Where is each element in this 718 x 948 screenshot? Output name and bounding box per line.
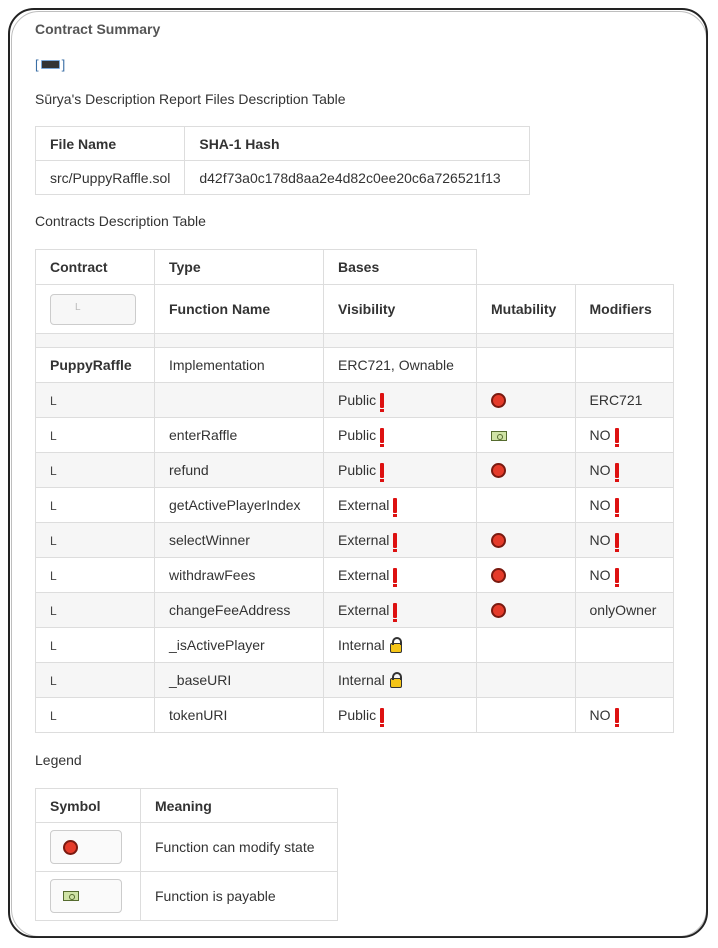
table-row [36,872,338,921]
badge-link[interactable] [35,57,65,72]
corner-mark: L [50,604,57,618]
header-box [50,294,136,325]
mutability-cell [477,558,576,593]
contract-name: PuppyRaffle [36,348,155,383]
spacer-cell [477,334,576,348]
mutability-cell [477,418,576,453]
modifier-text: NO [589,706,611,723]
visibility-cell [324,453,477,488]
exclamation-icon [380,463,384,478]
corner-mark: L [50,639,57,653]
function-name: withdrawFees [169,567,256,583]
legend-symbol-box [50,830,122,864]
visibility-text: Public [338,706,377,723]
modifiers-cell [575,488,673,523]
corner-mark: L [50,394,57,408]
legend-meaning: Function is payable [141,872,338,921]
corner-cell [36,558,155,593]
header-box-label: L [75,301,81,313]
function-name: selectWinner [169,532,250,548]
modifiers-cell [575,558,673,593]
col-file-name: File Name [36,127,185,161]
visibility-cell [324,418,477,453]
function-name: _isActivePlayer [169,637,265,653]
table-row [36,523,674,558]
spacer-cell [155,334,324,348]
corner-cell [36,488,155,523]
mutability-cell [477,663,576,698]
modifier-text: ERC721 [589,392,643,408]
legend-table [35,788,338,921]
function-name: tokenURI [169,707,228,723]
visibility-cell [324,698,477,733]
exclamation-icon [615,533,619,548]
lock-icon [390,678,402,688]
contract-type: Implementation [155,348,324,383]
function-name: enterRaffle [169,427,238,443]
header-box-cell [36,285,155,334]
function-name: refund [169,462,209,478]
exclamation-icon [393,533,397,548]
function-name-cell [155,523,324,558]
intro-text: Sūrya's Description Report Files Description Table [35,91,346,107]
state-icon [491,393,506,408]
col-contract: Contract [36,250,155,285]
table-row [36,823,338,872]
spacer-cell [36,334,155,348]
visibility-cell [324,593,477,628]
visibility-cell [324,628,477,663]
function-name-cell [155,558,324,593]
page-title: Contract Summary [35,21,161,37]
modifiers-cell [575,418,673,453]
spacer-cell [575,334,673,348]
mutability-cell [477,383,576,418]
lock-icon [390,643,402,653]
legend-symbol-cell [36,823,141,872]
file-hash-cell: d42f73a0c178d8aa2e4d82c0ee20c6a726521f13 [185,161,530,195]
modifiers-cell [575,593,673,628]
modifiers-cell [575,383,673,418]
visibility-text: External [338,496,390,513]
visibility-text: External [338,531,390,548]
modifier-text: NO [589,566,611,583]
exclamation-icon [615,568,619,583]
corner-mark: L [50,674,57,688]
visibility-text: External [338,601,390,618]
modifiers-cell [575,698,673,733]
function-name-cell [155,593,324,628]
badge-open: [ [35,57,39,72]
exclamation-icon [380,393,384,408]
function-name-cell [155,698,324,733]
legend-heading: Legend [35,752,82,768]
corner-cell [36,628,155,663]
modifiers-cell [575,453,673,488]
state-icon [491,463,506,478]
payable-icon [491,431,507,441]
state-icon [491,603,506,618]
table-row [36,628,674,663]
visibility-cell [324,488,477,523]
spacer-cell [324,334,477,348]
table-row [36,488,674,523]
col-function-name: Function Name [155,285,324,334]
col-symbol: Symbol [36,789,141,823]
corner-cell [36,663,155,698]
col-bases: Bases [324,250,477,285]
legend-meaning: Function can modify state [141,823,338,872]
files-header-row [36,127,530,161]
legend-symbol-cell [36,872,141,921]
legend-symbol-box [50,879,122,913]
mutability-cell [477,488,576,523]
visibility-text: Public [338,461,377,478]
corner-cell [36,418,155,453]
col-visibility: Visibility [324,285,477,334]
functions-header-row [36,285,674,334]
col-type: Type [155,250,324,285]
visibility-text: Internal [338,637,385,653]
corner-mark: L [50,534,57,548]
empty-cell [477,348,576,383]
visibility-cell [324,558,477,593]
table-row [36,383,674,418]
exclamation-icon [615,708,619,723]
exclamation-icon [380,428,384,443]
table-row [36,418,674,453]
corner-mark: L [50,569,57,583]
function-name-cell [155,628,324,663]
file-name-cell: src/PuppyRaffle.sol [36,161,185,195]
visibility-text: Public [338,391,377,408]
table-row [36,698,674,733]
table-row [36,663,674,698]
mutability-cell [477,523,576,558]
exclamation-icon [615,463,619,478]
modifiers-cell [575,523,673,558]
payable-icon [63,891,79,901]
contract-row [36,348,674,383]
contracts-header-row [36,250,674,285]
function-name: getActivePlayerIndex [169,497,301,513]
modifier-text: NO [589,531,611,548]
corner-mark: L [50,709,57,723]
visibility-text: Public [338,426,377,443]
legend-header-row [36,789,338,823]
corner-cell [36,523,155,558]
col-sha1-hash: SHA-1 Hash [185,127,530,161]
corner-cell [36,453,155,488]
files-table [35,126,530,195]
function-name: changeFeeAddress [169,602,291,618]
function-name-cell [155,453,324,488]
corner-mark: L [50,499,57,513]
table-row [36,161,530,195]
mutability-cell [477,698,576,733]
function-name-cell [155,663,324,698]
badge-icon [41,60,60,69]
empty-cell [477,250,576,285]
modifier-text: NO [589,426,611,443]
empty-cell [575,348,673,383]
modifier-text: NO [589,461,611,478]
col-mutability: Mutability [477,285,576,334]
modifier-text: NO [589,496,611,513]
empty-cell [575,250,673,285]
mutability-cell [477,453,576,488]
exclamation-icon [393,498,397,513]
modifiers-cell [575,628,673,663]
table-row [36,558,674,593]
visibility-cell [324,663,477,698]
table-row [36,593,674,628]
state-icon [63,840,78,855]
state-icon [491,533,506,548]
function-name-cell [155,383,324,418]
exclamation-icon [393,568,397,583]
mutability-cell [477,593,576,628]
visibility-cell [324,383,477,418]
exclamation-icon [615,498,619,513]
exclamation-icon [393,603,397,618]
exclamation-icon [615,428,619,443]
badge-close: ] [61,57,66,72]
visibility-text: Internal [338,672,385,688]
modifiers-cell [575,663,673,698]
contracts-table [35,249,674,733]
visibility-text: External [338,566,390,583]
function-name: _baseURI [169,672,232,688]
visibility-cell [324,523,477,558]
spacer-row [36,334,674,348]
table-row [36,453,674,488]
modifier-text: onlyOwner [589,602,657,618]
corner-cell [36,593,155,628]
function-rows [36,383,674,733]
corner-cell [36,698,155,733]
col-meaning: Meaning [141,789,338,823]
contract-bases: ERC721, Ownable [324,348,477,383]
corner-cell [36,383,155,418]
col-modifiers: Modifiers [575,285,673,334]
exclamation-icon [380,708,384,723]
function-name-cell [155,488,324,523]
mutability-cell [477,628,576,663]
contracts-heading: Contracts Description Table [35,213,206,229]
function-name-cell [155,418,324,453]
corner-mark: L [50,464,57,478]
corner-mark: L [50,429,57,443]
state-icon [491,568,506,583]
